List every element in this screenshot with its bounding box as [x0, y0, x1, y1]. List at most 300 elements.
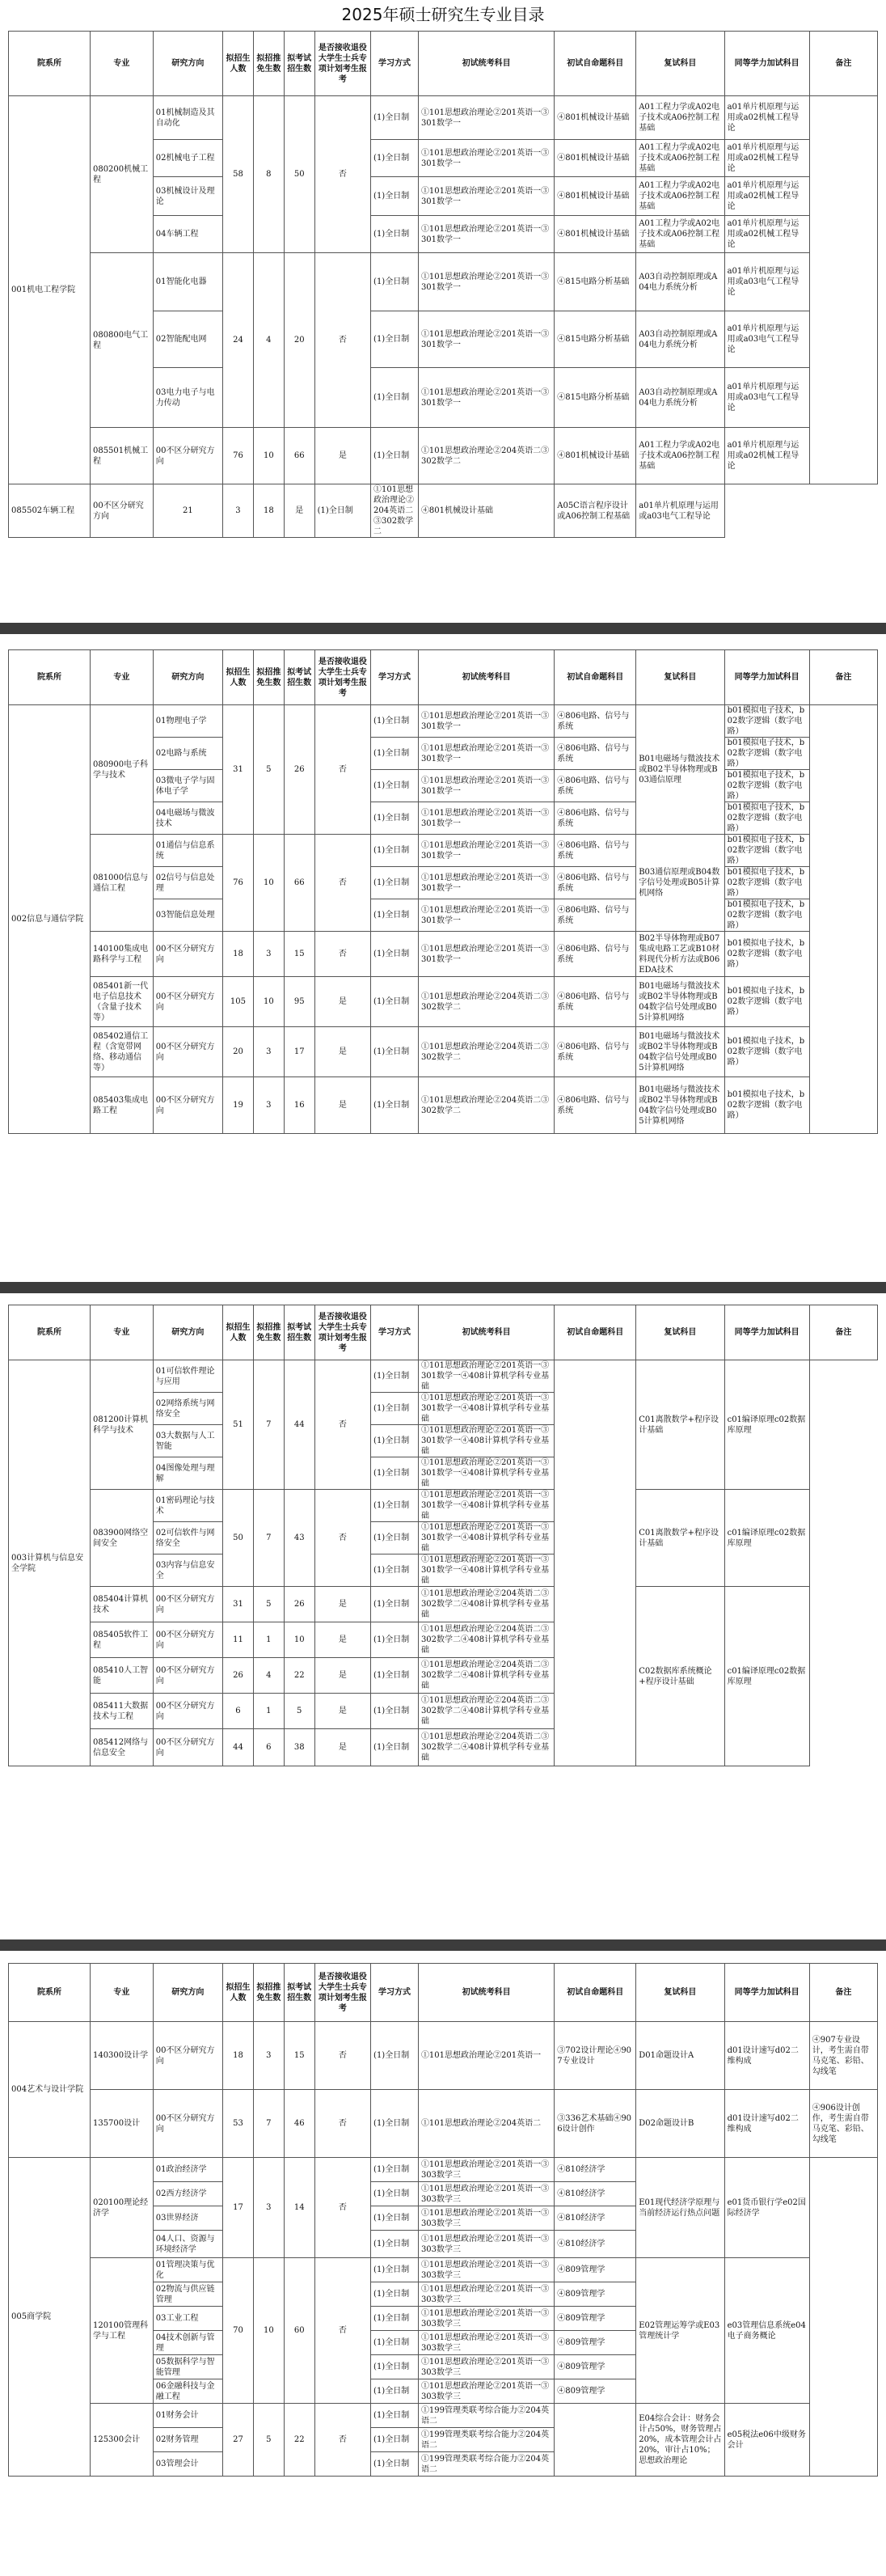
table-cell: b01模拟电子技术，b02数字逻辑（数字电路） — [724, 977, 809, 1027]
table-cell: 95 — [284, 977, 314, 1027]
table-cell: 否 — [314, 2158, 370, 2258]
catalog-table — [8, 649, 878, 1134]
table-cell: A05C语言程序设计或A06控制工程基础 — [555, 484, 636, 538]
table-row — [9, 96, 878, 140]
table-cell: 03大数据与人工智能 — [153, 1425, 222, 1457]
table-cell: (1)全日制 — [371, 1522, 419, 1554]
table-cell: 66 — [284, 428, 314, 484]
table-cell: 26 — [284, 1587, 314, 1622]
table-cell: 是 — [314, 977, 370, 1027]
catalog-table — [8, 1963, 878, 2477]
column-header: 学习方式 — [371, 32, 419, 96]
table-cell: (1)全日制 — [371, 1490, 419, 1522]
table-cell: ①101思想政治理论②201英语一③301数学一 — [418, 311, 554, 368]
table-cell: 3 — [253, 2158, 284, 2258]
table-cell: (1)全日制 — [371, 835, 419, 867]
table-cell: 01通信与信息系统 — [153, 835, 222, 867]
table-cell: 15 — [284, 2022, 314, 2090]
column-header: 初试统考科目 — [418, 1964, 554, 2022]
table-cell: 否 — [314, 705, 370, 835]
table-cell: 是 — [314, 1694, 370, 1729]
table-cell: ①101思想政治理论②201英语一③303数学三 — [418, 2158, 554, 2182]
table-cell: 否 — [314, 835, 370, 932]
table-cell: 120100管理科学与工程 — [90, 2258, 153, 2404]
table-cell: 140300设计学 — [90, 2022, 153, 2090]
table-cell: D01命题设计A — [636, 2022, 724, 2090]
table-cell: 085502车辆工程 — [9, 484, 91, 538]
column-header: 是否接收退役大学生士兵专项计划考生报考 — [314, 32, 370, 96]
table-cell: 083900网络空间安全 — [90, 1490, 153, 1587]
table-cell: 10 — [253, 428, 284, 484]
table-cell: A03自动控制原理或A04电力系统分析 — [636, 368, 724, 428]
table-cell: E01现代经济学原理与当前经济运行热点问题 — [636, 2158, 724, 2258]
table-cell: (1)全日制 — [371, 2090, 419, 2158]
table-cell: ④806电路、信号与系统 — [555, 977, 636, 1027]
table-cell: b01模拟电子技术，b02数字逻辑（数字电路） — [724, 932, 809, 977]
table-cell: 4 — [253, 1658, 284, 1694]
table-cell: ①101思想政治理论②204英语二③302数学二 — [418, 1077, 554, 1134]
table-cell: 66 — [284, 835, 314, 932]
column-header: 是否接收退役大学生士兵专项计划考生报考 — [314, 1964, 370, 2022]
table-row — [9, 484, 878, 538]
table-cell: (1)全日制 — [371, 2022, 419, 2090]
table-cell: 01机械制造及其自动化 — [153, 96, 222, 140]
table-cell: (1)全日制 — [371, 2158, 419, 2182]
column-header: 专业 — [90, 650, 153, 705]
table-cell: ①101思想政治理论②201英语一 — [418, 2022, 554, 2090]
table-cell: ①101思想政治理论②204英语二③302数学二④408计算机学科专业基础 — [418, 1587, 554, 1622]
table-cell: 3 — [253, 1077, 284, 1134]
table-cell: (1)全日制 — [371, 2258, 419, 2282]
table-cell: 105 — [223, 977, 254, 1027]
table-cell: ①101思想政治理论②201英语一③301数学一④408计算机学科专业基础 — [418, 1490, 554, 1522]
table-cell: 否 — [314, 2404, 370, 2477]
table-cell: (1)全日制 — [371, 1729, 419, 1766]
table-cell: ④801机械设计基础 — [555, 96, 636, 140]
table-cell: ①101思想政治理论②201英语一③301数学一 — [418, 835, 554, 867]
table-cell: 00不区分研究方向 — [90, 484, 153, 538]
table-cell: E04综合会计：财务会计占50%，财务管理占20%，成本管理会计占20%，审计占10%；思想政治理论 — [636, 2404, 724, 2477]
table-cell: (1)全日制 — [371, 140, 419, 177]
table-row — [9, 2404, 878, 2428]
table-cell: B01电磁场与微波技术或B02半导体物理或B04数字信号处理或B05计算机网络 — [636, 1077, 724, 1134]
table-cell: 00不区分研究方向 — [153, 2022, 222, 2090]
table-cell: 50 — [284, 96, 314, 253]
table-cell: B03通信原理或B04数字信号处理或B05计算机网络 — [636, 835, 724, 932]
table-cell: ③336艺术基础④906设计创作 — [555, 2090, 636, 2158]
table-cell: ①101思想政治理论②201英语一③301数学一 — [418, 867, 554, 899]
table-cell: 001机电工程学院 — [9, 96, 91, 484]
table-cell: 3 — [253, 1027, 284, 1077]
table-row — [9, 253, 878, 311]
column-header: 研究方向 — [153, 32, 222, 96]
table-cell: (1)全日制 — [371, 2231, 419, 2258]
table-header-row — [9, 1305, 878, 1360]
table-cell: 16 — [284, 1077, 314, 1134]
table-cell: 00不区分研究方向 — [153, 1587, 222, 1622]
table-cell: ④806电路、信号与系统 — [555, 932, 636, 977]
table-cell: 10 — [253, 2258, 284, 2404]
table-cell: 01财务会计 — [153, 2404, 222, 2428]
table-cell: 70 — [223, 2258, 254, 2404]
column-header: 同等学力加试科目 — [724, 650, 809, 705]
table-cell: ④806电路、信号与系统 — [555, 1027, 636, 1077]
table-cell: ④906设计创作，考生需自带马克笔、彩铅、勾线笔 — [809, 2090, 877, 2158]
table-row — [9, 1490, 878, 1522]
table-cell: (1)全日制 — [371, 932, 419, 977]
table-cell: 02物流与供应链管理 — [153, 2282, 222, 2307]
table-cell: 03工业工程 — [153, 2307, 222, 2331]
table-cell: ①101思想政治理论②201英语一③301数学一 — [418, 738, 554, 770]
table-cell: 085405软件工程 — [90, 1622, 153, 1658]
table-cell: 085401新一代电子信息技术（含量子技术等） — [90, 977, 153, 1027]
column-header: 专业 — [90, 1305, 153, 1360]
table-cell: 是 — [314, 1729, 370, 1766]
column-header: 院系所 — [9, 1964, 91, 2022]
column-header: 拟考试招生数 — [284, 1305, 314, 1360]
table-cell: b01模拟电子技术，b02数字逻辑（数字电路） — [724, 738, 809, 770]
table-cell — [809, 2158, 877, 2477]
column-header: 专业 — [90, 1964, 153, 2022]
table-cell: 04技术创新与管理 — [153, 2331, 222, 2355]
table-cell: (1)全日制 — [371, 770, 419, 802]
table-cell: ④815电路分析基础 — [555, 368, 636, 428]
table-cell: 00不区分研究方向 — [153, 1729, 222, 1766]
table-cell: (1)全日制 — [371, 802, 419, 835]
table-cell: ①101思想政治理论②201英语一③301数学一 — [418, 932, 554, 977]
table-cell: a01单片机原理与运用或a02机械工程导论 — [724, 140, 809, 177]
table-cell: ④806电路、信号与系统 — [555, 738, 636, 770]
table-cell: 26 — [284, 705, 314, 835]
table-cell: ④806电路、信号与系统 — [555, 770, 636, 802]
table-cell: ①101思想政治理论②204英语二③302数学二④408计算机学科专业基础 — [418, 1622, 554, 1658]
table-cell: 21 — [153, 484, 222, 538]
table-cell: 44 — [223, 1729, 254, 1766]
table-cell: a01单片机原理与运用或a03电气工程导论 — [724, 368, 809, 428]
column-header: 研究方向 — [153, 1305, 222, 1360]
table-cell: (1)全日制 — [371, 253, 419, 311]
table-cell: 00不区分研究方向 — [153, 428, 222, 484]
table-cell: (1)全日制 — [371, 96, 419, 140]
table-cell: b01模拟电子技术，b02数字逻辑（数字电路） — [724, 899, 809, 932]
table-cell: b01模拟电子技术，b02数字逻辑（数字电路） — [724, 802, 809, 835]
table-cell: (1)全日制 — [371, 1622, 419, 1658]
table-cell: e03管理信息系统e04电子商务概论 — [724, 2258, 809, 2404]
table-cell: ①199管理类联考综合能力②204英语二 — [418, 2452, 554, 2477]
table-cell: 15 — [284, 932, 314, 977]
table-cell: (1)全日制 — [371, 428, 419, 484]
table-cell — [809, 96, 877, 484]
table-cell: 否 — [314, 932, 370, 977]
column-header: 复试科目 — [636, 650, 724, 705]
table-cell: ①101思想政治理论②201英语一③301数学一④408计算机学科专业基础 — [418, 1554, 554, 1587]
table-cell: 是 — [314, 1027, 370, 1077]
table-cell: 04图像处理与理解 — [153, 1457, 222, 1490]
table-cell: 00不区分研究方向 — [153, 1694, 222, 1729]
table-row — [9, 2090, 878, 2158]
column-header: 拟招推免生数 — [253, 1964, 284, 2022]
column-header: 是否接收退役大学生士兵专项计划考生报考 — [314, 650, 370, 705]
column-header: 拟考试招生数 — [284, 1964, 314, 2022]
table-row — [9, 1587, 878, 1622]
table-cell: 080200机械工程 — [90, 96, 153, 253]
table-cell: 00不区分研究方向 — [153, 2090, 222, 2158]
table-cell: ④801机械设计基础 — [418, 484, 554, 538]
table-cell: 135700设计 — [90, 2090, 153, 2158]
column-header: 学习方式 — [371, 1964, 419, 2022]
table-cell: 是 — [314, 428, 370, 484]
table-cell: 50 — [223, 1490, 254, 1587]
table-cell: 76 — [223, 835, 254, 932]
column-header: 备注 — [809, 1305, 877, 1360]
table-cell: ①101思想政治理论②201英语一③303数学三 — [418, 2206, 554, 2231]
table-cell: B01电磁场与微波技术或B02半导体物理或B04数字信号处理或B05计算机网络 — [636, 1027, 724, 1077]
table-cell: 03微电子学与固体电子学 — [153, 770, 222, 802]
column-header: 初试统考科目 — [418, 32, 554, 96]
table-cell: ①101思想政治理论②201英语一③303数学三 — [418, 2307, 554, 2331]
column-header: 初试自命题科目 — [555, 1305, 636, 1360]
table-cell: 03世界经济 — [153, 2206, 222, 2231]
table-cell: a01单片机原理与运用或a02机械工程导论 — [724, 177, 809, 216]
table-cell: 60 — [284, 2258, 314, 2404]
table-cell: (1)全日制 — [371, 2206, 419, 2231]
table-header-row — [9, 1964, 878, 2022]
table-cell: 19 — [223, 1077, 254, 1134]
table-cell: 31 — [223, 705, 254, 835]
table-cell: (1)全日制 — [371, 977, 419, 1027]
table-cell: 125300会计 — [90, 2404, 153, 2477]
column-header: 初试自命题科目 — [555, 1964, 636, 2022]
table-cell: d01设计速写d02二维构成 — [724, 2022, 809, 2090]
section-divider — [0, 1282, 886, 1293]
table-cell: (1)全日制 — [371, 2428, 419, 2452]
table-cell: 26 — [223, 1658, 254, 1694]
table-cell: 20 — [284, 253, 314, 428]
table-cell: ①101思想政治理论②204英语二③302数学二 — [418, 428, 554, 484]
table-cell: 00不区分研究方向 — [153, 932, 222, 977]
table-cell: A03自动控制原理或A04电力系统分析 — [636, 253, 724, 311]
table-cell: 是 — [284, 484, 314, 538]
table-cell: 03智能信息处理 — [153, 899, 222, 932]
table-cell: ④809管理学 — [555, 2331, 636, 2355]
table-cell: 03机械设计及理论 — [153, 177, 222, 216]
table-row — [9, 2022, 878, 2090]
column-header: 备注 — [809, 650, 877, 705]
table-cell: 否 — [314, 253, 370, 428]
table-cell: (1)全日制 — [371, 2282, 419, 2307]
table-cell: ①101思想政治理论②201英语一③301数学一④408计算机学科专业基础 — [418, 1360, 554, 1393]
table-cell: D02命题设计B — [636, 2090, 724, 2158]
table-cell: (1)全日制 — [371, 2331, 419, 2355]
table-cell: 080800电气工程 — [90, 253, 153, 428]
table-cell: 5 — [253, 1587, 284, 1622]
column-header: 院系所 — [9, 650, 91, 705]
table-cell: d01设计速写d02二维构成 — [724, 2090, 809, 2158]
column-header: 拟招生人数 — [223, 1305, 254, 1360]
table-cell: C02数据库系统概论+程序设计基础 — [636, 1587, 724, 1766]
table-cell: ①101思想政治理论②201英语一③301数学一 — [418, 140, 554, 177]
table-cell: (1)全日制 — [371, 2379, 419, 2404]
table-cell: a01单片机原理与运用或a02机械工程导论 — [724, 216, 809, 253]
table-cell: ④806电路、信号与系统 — [555, 1077, 636, 1134]
column-header: 院系所 — [9, 1305, 91, 1360]
column-header: 初试统考科目 — [418, 650, 554, 705]
table-cell: 081000信息与通信工程 — [90, 835, 153, 932]
column-header: 备注 — [809, 32, 877, 96]
page-title: 2025年硕士研究生专业目录 — [341, 5, 545, 24]
table-row — [9, 2158, 878, 2182]
table-cell — [809, 705, 877, 1134]
table-cell: 01智能化电器 — [153, 253, 222, 311]
table-cell: e05税法e06中级财务会计 — [724, 2404, 809, 2477]
column-header: 拟考试招生数 — [284, 32, 314, 96]
table-cell: (1)全日制 — [371, 368, 419, 428]
table-cell: 00不区分研究方向 — [153, 1027, 222, 1077]
table-cell: ④809管理学 — [555, 2307, 636, 2331]
table-cell: ①101思想政治理论②201英语一③301数学一 — [418, 96, 554, 140]
table-cell: (1)全日制 — [371, 2307, 419, 2331]
table-cell: 53 — [223, 2090, 254, 2158]
table-row — [9, 932, 878, 977]
table-cell: 02可信软件与网络安全 — [153, 1522, 222, 1554]
column-header: 研究方向 — [153, 650, 222, 705]
table-cell: 081200计算机科学与技术 — [90, 1360, 153, 1490]
table-cell: 44 — [284, 1360, 314, 1490]
table-cell: ①199管理类联考综合能力②204英语二 — [418, 2428, 554, 2452]
table-cell: 31 — [223, 1587, 254, 1622]
table-cell: 02机械电子工程 — [153, 140, 222, 177]
table-cell: 01密码理论与技术 — [153, 1490, 222, 1522]
table-cell: 3 — [223, 484, 254, 538]
table-cell: ④810经济学 — [555, 2158, 636, 2182]
table-cell: e01货币银行学e02国际经济学 — [724, 2158, 809, 2258]
column-header: 复试科目 — [636, 1305, 724, 1360]
table-cell: 01可信软件理论与应用 — [153, 1360, 222, 1393]
column-header: 拟招生人数 — [223, 650, 254, 705]
table-cell: (1)全日制 — [371, 2404, 419, 2428]
table-cell: c01编译原理c02数据库原理 — [724, 1490, 809, 1587]
table-cell: 085501机械工程 — [90, 428, 153, 484]
table-cell: 11 — [223, 1622, 254, 1658]
table-cell: (1)全日制 — [371, 1457, 419, 1490]
table-row — [9, 1027, 878, 1077]
table-cell: 5 — [253, 2404, 284, 2477]
table-cell: (1)全日制 — [371, 1077, 419, 1134]
table-cell: 6 — [223, 1694, 254, 1729]
table-cell: ①101思想政治理论②204英语二③302数学二④408计算机学科专业基础 — [418, 1729, 554, 1766]
table-cell: 是 — [314, 1658, 370, 1694]
table-row — [9, 2258, 878, 2282]
table-cell: ④810经济学 — [555, 2206, 636, 2231]
table-cell: a01单片机原理与运用或a02机械工程导论 — [724, 96, 809, 140]
table-cell: 02财务管理 — [153, 2428, 222, 2452]
table-cell: ④801机械设计基础 — [555, 140, 636, 177]
table-cell: 4 — [253, 253, 284, 428]
table-cell: 27 — [223, 2404, 254, 2477]
table-cell: ①101思想政治理论②204英语二③302数学二 — [418, 1027, 554, 1077]
table-cell: 02信号与信息处理 — [153, 867, 222, 899]
table-cell: 00不区分研究方向 — [153, 1622, 222, 1658]
table-cell: (1)全日制 — [371, 1027, 419, 1077]
table-cell: ①101思想政治理论②201英语一③301数学一④408计算机学科专业基础 — [418, 1457, 554, 1490]
table-cell: 06金融科技与金融工程 — [153, 2379, 222, 2404]
table-cell: ①101思想政治理论②201英语一③303数学三 — [418, 2282, 554, 2307]
table-cell: 03内容与信息安全 — [153, 1554, 222, 1587]
table-cell: ①101思想政治理论②201英语一③301数学一④408计算机学科专业基础 — [418, 1522, 554, 1554]
table-cell: ④806电路、信号与系统 — [555, 899, 636, 932]
table-cell: 085403集成电路工程 — [90, 1077, 153, 1134]
table-cell: A01工程力学或A02电子技术或A06控制工程基础 — [636, 140, 724, 177]
table-cell: 03管理会计 — [153, 2452, 222, 2477]
column-header: 是否接收退役大学生士兵专项计划考生报考 — [314, 1305, 370, 1360]
table-row — [9, 1077, 878, 1134]
table-cell: b01模拟电子技术，b02数字逻辑（数字电路） — [724, 1077, 809, 1134]
table-cell: ④815电路分析基础 — [555, 253, 636, 311]
table-cell: A01工程力学或A02电子技术或A06控制工程基础 — [636, 177, 724, 216]
table-cell: ④815电路分析基础 — [555, 311, 636, 368]
column-header: 初试统考科目 — [418, 1305, 554, 1360]
table-cell: a01单片机原理与运用或a03电气工程导论 — [724, 311, 809, 368]
table-cell: 01物理电子学 — [153, 705, 222, 738]
table-cell: B01电磁场与微波技术或B02半导体物理或B03通信原理 — [636, 705, 724, 835]
table-cell: 140100集成电路科学与工程 — [90, 932, 153, 977]
table-cell — [555, 1360, 636, 1766]
table-cell: (1)全日制 — [371, 1587, 419, 1622]
table-cell: (1)全日制 — [371, 1554, 419, 1587]
table-cell: 17 — [223, 2158, 254, 2258]
table-cell: 24 — [223, 253, 254, 428]
table-cell: ③702设计理论④907专业设计 — [555, 2022, 636, 2090]
table-cell: ④806电路、信号与系统 — [555, 705, 636, 738]
table-cell: ④810经济学 — [555, 2231, 636, 2258]
table-cell: (1)全日制 — [371, 1425, 419, 1457]
table-row — [9, 977, 878, 1027]
table-cell: ④806电路、信号与系统 — [555, 802, 636, 835]
table-cell: 5 — [284, 1694, 314, 1729]
column-header: 备注 — [809, 1964, 877, 2022]
table-cell: (1)全日制 — [371, 216, 419, 253]
table-cell: 7 — [253, 1360, 284, 1490]
table-row — [9, 835, 878, 867]
table-cell: (1)全日制 — [371, 2452, 419, 2477]
table-cell: 085412网络与信息安全 — [90, 1729, 153, 1766]
table-cell: ④809管理学 — [555, 2355, 636, 2379]
table-cell: 080900电子科学与技术 — [90, 705, 153, 835]
table-cell: 10 — [253, 977, 284, 1027]
table-cell: 005商学院 — [9, 2158, 91, 2477]
table-cell: 10 — [253, 835, 284, 932]
table-cell: ①101思想政治理论②204英语二③302数学二④408计算机学科专业基础 — [418, 1658, 554, 1694]
table-cell: ④810经济学 — [555, 2182, 636, 2206]
table-cell: 17 — [284, 1027, 314, 1077]
table-cell: E02管理运筹学或E03管理统计学 — [636, 2258, 724, 2404]
table-cell: ④809管理学 — [555, 2282, 636, 2307]
table-cell: (1)全日制 — [371, 1694, 419, 1729]
section-divider — [0, 623, 886, 634]
table-cell: ①101思想政治理论②201英语一③301数学一④408计算机学科专业基础 — [418, 1393, 554, 1425]
table-cell: (1)全日制 — [371, 1360, 419, 1393]
table-cell: 020100理论经济学 — [90, 2158, 153, 2258]
column-header: 同等学力加试科目 — [724, 32, 809, 96]
column-header: 复试科目 — [636, 1964, 724, 2022]
table-cell: 8 — [253, 96, 284, 253]
table-cell: ①101思想政治理论②201英语一③301数学一 — [418, 368, 554, 428]
table-cell: (1)全日制 — [371, 1393, 419, 1425]
table-cell: ①101思想政治理论②204英语二③302数学二 — [371, 484, 419, 538]
table-cell: A03自动控制原理或A04电力系统分析 — [636, 311, 724, 368]
column-header: 学习方式 — [371, 650, 419, 705]
table-cell: 76 — [223, 428, 254, 484]
